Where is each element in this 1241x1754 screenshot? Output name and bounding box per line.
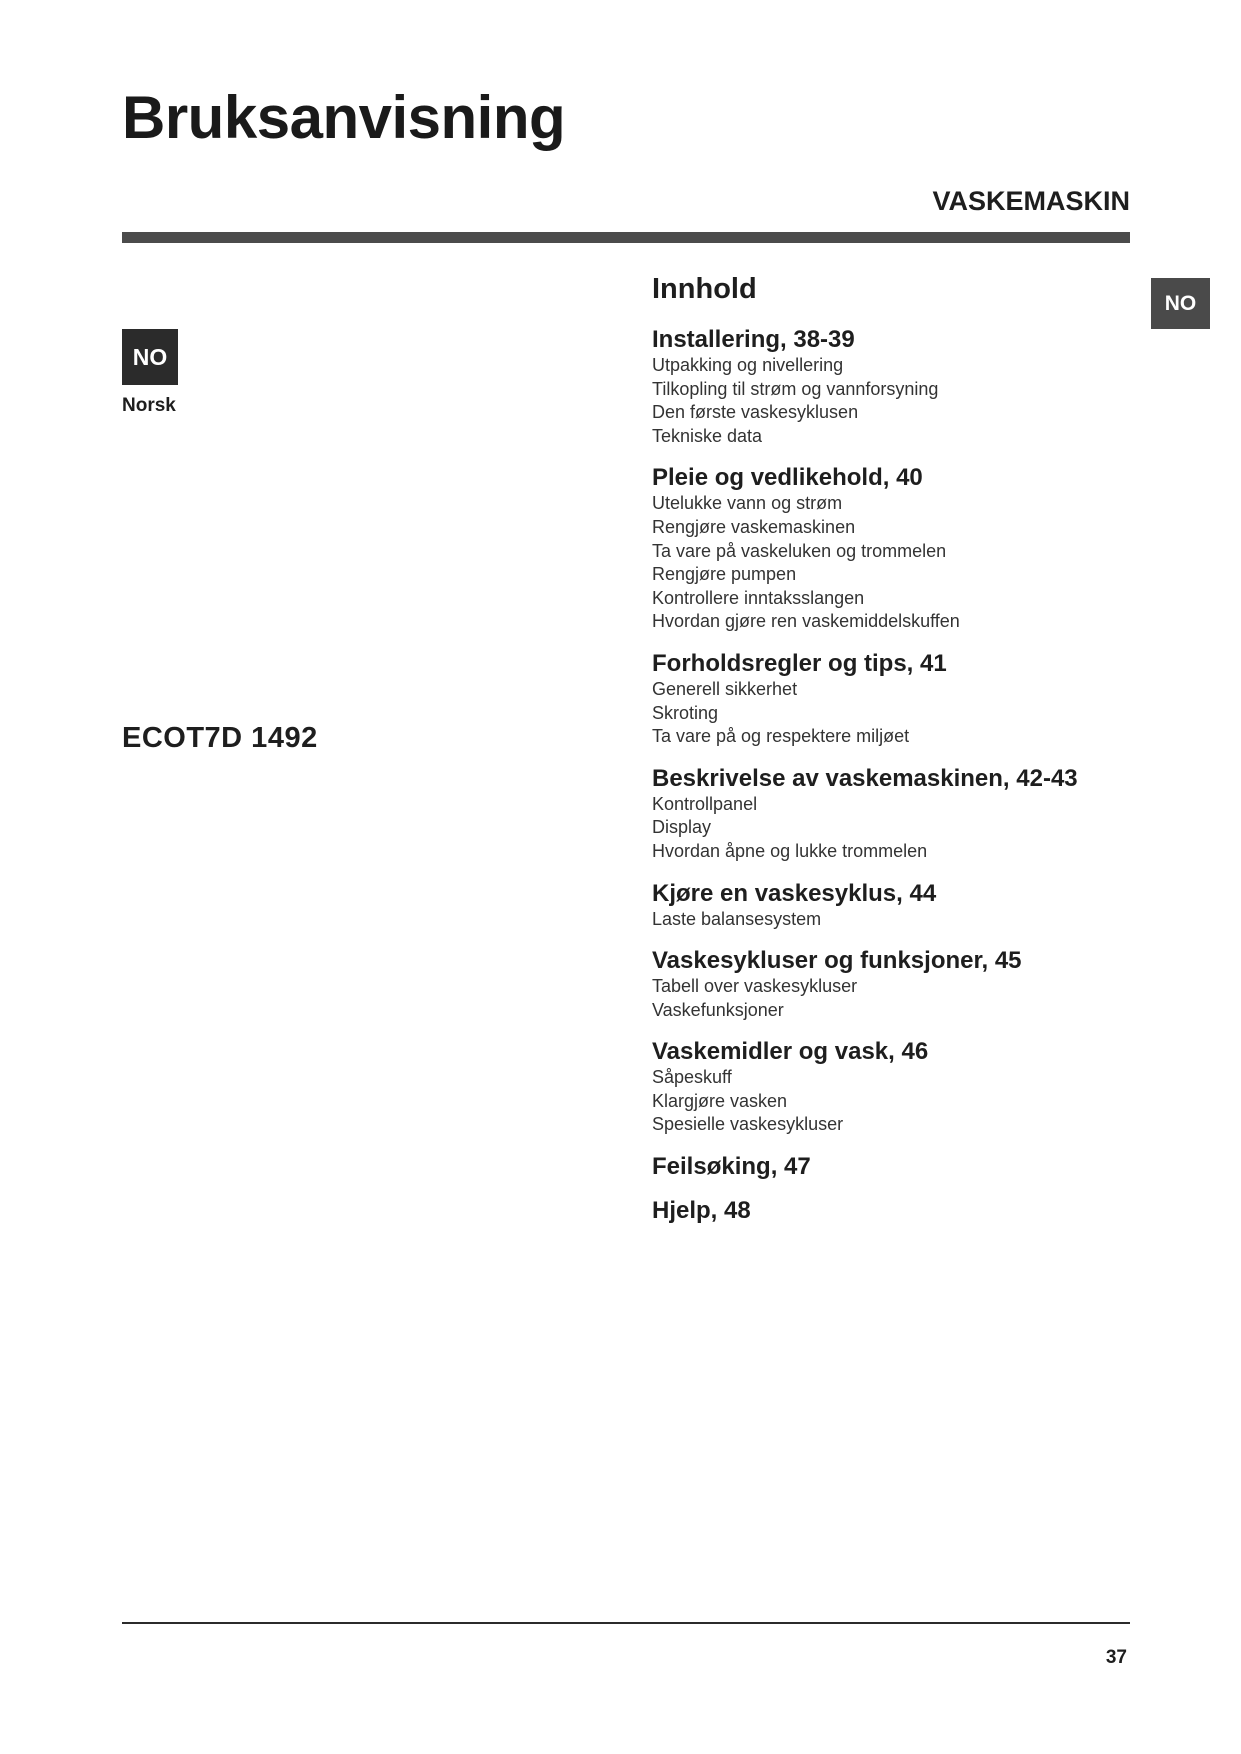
toc-heading: Innhold — [652, 273, 757, 305]
toc-item: Generell sikkerhet — [652, 678, 798, 699]
toc-item: Ta vare på vaskeluken og trommelen — [652, 540, 947, 561]
toc-item: Tekniske data — [652, 425, 763, 446]
toc-item: Den første vaskesyklusen — [652, 402, 859, 423]
page-number: 37 — [1105, 1647, 1127, 1668]
footer-divider — [122, 1622, 1130, 1624]
toc-section-title: Vaskesykluser og funksjoner, 45 — [652, 947, 1022, 975]
toc-section — [652, 1153, 1172, 1181]
toc-section — [652, 765, 1172, 864]
document-title: Bruksanvisning — [122, 84, 566, 151]
toc-section-title: Kjøre en vaskesyklus, 44 — [652, 879, 937, 907]
toc-item: Vaskefunksjoner — [652, 999, 784, 1020]
toc-section-title: Feilsøking, 47 — [652, 1153, 811, 1181]
toc-section-title: Forholdsregler og tips, 41 — [652, 649, 947, 677]
table-of-contents — [652, 272, 1172, 1241]
toc-item: Rengjøre vaskemaskinen — [652, 516, 856, 537]
document-subtitle: VASKEMASKIN — [932, 186, 1130, 216]
toc-section — [652, 650, 1172, 749]
toc-section — [652, 464, 1172, 634]
toc-item: Skroting — [652, 702, 719, 723]
toc-item: Hvordan gjøre ren vaskemiddelskuffen — [652, 611, 960, 632]
language-badge: NO — [122, 329, 178, 385]
header-divider — [122, 232, 1130, 243]
toc-item: Spesielle vaskesykluser — [652, 1114, 844, 1135]
toc-item: Display — [652, 817, 712, 838]
toc-item: Laste balansesystem — [652, 908, 822, 929]
toc-item: Kontrollere inntaksslangen — [652, 587, 865, 608]
toc-item: Ta vare på og respektere miljøet — [652, 726, 910, 747]
toc-section-title: Beskrivelse av vaskemaskinen, 42-43 — [652, 764, 1078, 792]
toc-section — [652, 1197, 1172, 1225]
toc-section-title: Vaskemidler og vask, 46 — [652, 1038, 929, 1066]
toc-sections — [652, 326, 1172, 1225]
toc-item: Rengjøre pumpen — [652, 564, 797, 585]
toc-item: Tilkopling til strøm og vannforsyning — [652, 378, 939, 399]
toc-item: Tabell over vaskesykluser — [652, 976, 858, 997]
toc-item: Utelukke vann og strøm — [652, 493, 843, 514]
toc-item: Klargjøre vasken — [652, 1090, 788, 1111]
toc-item: Såpeskuff — [652, 1067, 732, 1088]
toc-item: Kontrollpanel — [652, 793, 758, 814]
toc-item: Hvordan åpne og lukke trommelen — [652, 840, 928, 861]
toc-section — [652, 1038, 1172, 1137]
language-name: Norsk — [122, 395, 176, 416]
toc-section — [652, 880, 1172, 932]
toc-item: Utpakking og nivellering — [652, 355, 844, 375]
toc-section — [652, 326, 1172, 448]
model-name: ECOT7D 1492 — [122, 722, 318, 754]
language-tab: NO — [1151, 278, 1210, 329]
toc-section-title: Installering, 38-39 — [652, 326, 855, 353]
toc-section-title: Hjelp, 48 — [652, 1197, 751, 1225]
toc-section-title: Pleie og vedlikehold, 40 — [652, 464, 923, 492]
toc-section — [652, 947, 1172, 1022]
